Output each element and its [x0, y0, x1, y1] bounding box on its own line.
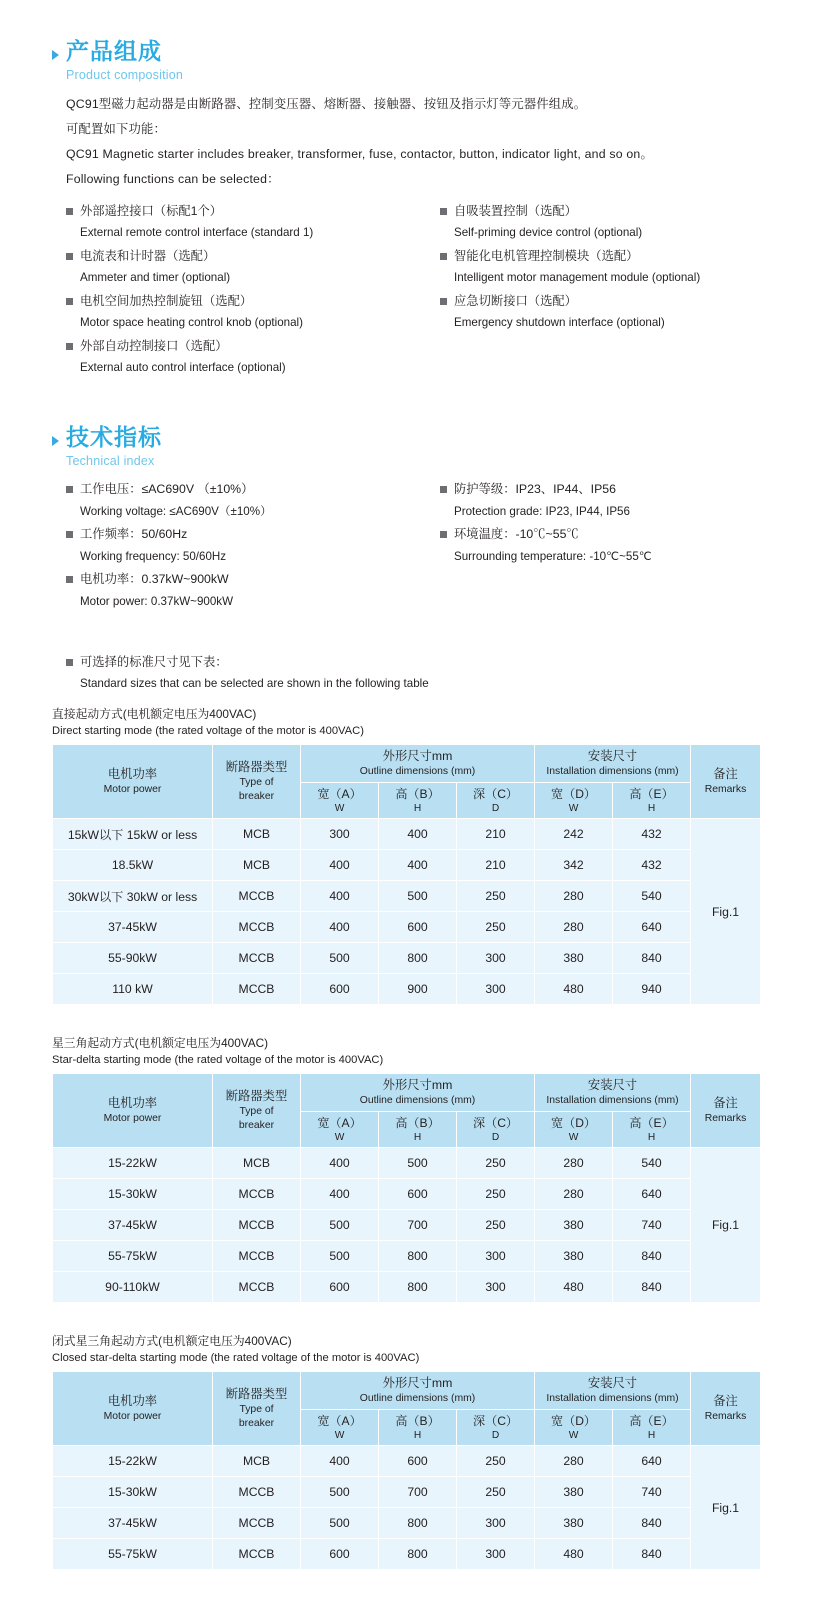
cell-width-a: 500: [301, 943, 379, 974]
cell-height-e: 840: [613, 1539, 691, 1570]
cell-motor-power: 37-45kW: [53, 1210, 213, 1241]
cell-width-d: 280: [535, 912, 613, 943]
cell-height-b: 700: [379, 1210, 457, 1241]
feature-label-cn: 电流表和计时器（选配）: [80, 249, 216, 263]
cell-height-b: 800: [379, 1508, 457, 1539]
spec-table: [52, 1073, 761, 1303]
cell-depth-c: 300: [457, 974, 535, 1005]
cell-motor-power: 15-22kW: [53, 1148, 213, 1179]
cell-breaker-type: MCCB: [213, 912, 301, 943]
cell-width-d: 280: [535, 1148, 613, 1179]
subheader-width-d: 宽（D） W: [535, 783, 613, 819]
header-install-cn: 安装尺寸: [587, 749, 638, 763]
list-item: [440, 245, 790, 288]
subheader-width-a: 宽（A） W: [301, 783, 379, 819]
table-block-closed-star-delta: [52, 1333, 790, 1600]
table-row: [53, 1148, 761, 1179]
cell-width-d: 380: [535, 943, 613, 974]
cell-motor-power: 90-110kW: [53, 1272, 213, 1303]
cell-motor-power: 15-30kW: [53, 1477, 213, 1508]
table-caption-cn: 闭式星三角起动方式(电机额定电压为400VAC): [52, 1334, 292, 1348]
feature-label-cn: 应急切断接口（选配）: [454, 294, 577, 308]
feature-label-en: Ammeter and timer (optional): [80, 271, 231, 284]
cell-depth-c: 300: [457, 1272, 535, 1303]
cell-width-a: 500: [301, 1508, 379, 1539]
table-row: [53, 1477, 761, 1508]
feature-column-left: [66, 200, 428, 380]
header-motor-power: 电机功率 Motor power: [53, 1372, 213, 1446]
table-row: [53, 1272, 761, 1303]
list-item: [440, 523, 790, 567]
cell-breaker-type: MCCB: [213, 1272, 301, 1303]
table-header-row: [53, 745, 761, 783]
tech-label-cn: 工作频率：50/60Hz: [80, 527, 188, 541]
square-bullet-icon: [440, 298, 447, 305]
header-install-dimensions: 安装尺寸 Installation dimensions (mm): [535, 1372, 691, 1410]
cell-height-e: 640: [613, 1446, 691, 1477]
tech-label-en: Protection grade: IP23, IP44, IP56: [454, 505, 630, 518]
tech-label-cn: 环境温度：-10℃~55℃: [454, 527, 579, 541]
table-block-star-delta: [52, 1035, 790, 1303]
cell-motor-power: 37-45kW: [53, 912, 213, 943]
cell-height-b: 800: [379, 1539, 457, 1570]
cell-depth-c: 250: [457, 1148, 535, 1179]
subheader-height-e: 高（E） H: [613, 783, 691, 819]
cell-width-a: 500: [301, 1241, 379, 1272]
feature-label-cn: 外部遥控接口（标配1个）: [80, 204, 223, 218]
list-item: [440, 290, 790, 333]
cell-depth-c: 210: [457, 819, 535, 850]
cell-breaker-type: MCB: [213, 1148, 301, 1179]
cell-breaker-type: MCB: [213, 1446, 301, 1477]
header-outline-en: Outline dimensions (mm): [359, 766, 476, 777]
tech-label-cn: 电机功率：0.37kW~900kW: [80, 572, 229, 586]
cell-width-d: 380: [535, 1477, 613, 1508]
cell-height-b: 900: [379, 974, 457, 1005]
list-item: [66, 478, 428, 522]
square-bullet-icon: [66, 253, 73, 260]
header-motor-power: 电机功率 Motor power: [53, 1074, 213, 1148]
cell-height-e: 840: [613, 1272, 691, 1303]
cell-remarks: Fig.1: [691, 1148, 761, 1303]
list-item: [440, 478, 790, 522]
cell-width-a: 300: [301, 819, 379, 850]
feature-label-cn: 智能化电机管理控制模块（选配）: [454, 249, 639, 263]
cell-motor-power: 55-75kW: [53, 1539, 213, 1570]
feature-label-en: Motor space heating control knob (optional): [80, 316, 303, 329]
feature-label-en: Self-priming device control (optional): [454, 226, 643, 239]
cell-width-a: 400: [301, 1179, 379, 1210]
cell-breaker-type: MCCB: [213, 881, 301, 912]
cell-breaker-type: MCCB: [213, 1179, 301, 1210]
cell-motor-power: 30kW以下 30kW or less: [53, 881, 213, 912]
square-bullet-icon: [440, 486, 447, 493]
cell-remarks: Fig.1: [691, 1446, 761, 1570]
subheader-depth-c: 深（C） D: [457, 1410, 535, 1446]
cell-height-b: 700: [379, 1477, 457, 1508]
technical-index-heading: [52, 422, 790, 452]
square-bullet-icon: [66, 531, 73, 538]
header-remarks-en: Remarks: [704, 784, 747, 795]
square-bullet-icon: [440, 531, 447, 538]
cell-depth-c: 250: [457, 912, 535, 943]
section-title-en: Technical index: [66, 454, 155, 468]
note-label-cn: 可选择的标准尺寸见下表：: [80, 655, 228, 669]
header-outline-dimensions: [301, 745, 535, 783]
cell-motor-power: 15-30kW: [53, 1179, 213, 1210]
cell-breaker-type: MCB: [213, 819, 301, 850]
feature-label-en: External auto control interface (optional): [80, 361, 286, 374]
cell-depth-c: 250: [457, 1446, 535, 1477]
cell-height-b: 600: [379, 912, 457, 943]
cell-width-d: 480: [535, 1539, 613, 1570]
header-outline-cn: 外形尺寸mm: [382, 749, 453, 763]
cell-height-b: 500: [379, 881, 457, 912]
cell-height-b: 400: [379, 850, 457, 881]
cell-width-d: 380: [535, 1210, 613, 1241]
header-remarks: 备注 Remarks: [691, 1372, 761, 1446]
spec-table: [52, 1371, 761, 1570]
header-install-en: Installation dimensions (mm): [546, 766, 679, 777]
header-breaker-type: 断路器类型 Type of breaker: [213, 1372, 301, 1446]
cell-breaker-type: MCCB: [213, 1508, 301, 1539]
cell-depth-c: 300: [457, 1241, 535, 1272]
header-motor-power-en: Motor power: [103, 784, 162, 795]
square-bullet-icon: [66, 298, 73, 305]
cell-width-a: 400: [301, 881, 379, 912]
cell-height-b: 400: [379, 819, 457, 850]
cell-width-a: 400: [301, 1446, 379, 1477]
header-outline-dimensions: 外形尺寸mm Outline dimensions (mm): [301, 1372, 535, 1410]
cell-motor-power: 37-45kW: [53, 1508, 213, 1539]
square-bullet-icon: [66, 486, 73, 493]
cell-motor-power: 55-75kW: [53, 1241, 213, 1272]
subheader-height-b: 高（B） H: [379, 1410, 457, 1446]
cell-depth-c: 250: [457, 1210, 535, 1241]
table-row: [53, 819, 761, 850]
cell-height-b: 800: [379, 943, 457, 974]
subheader-width-d: 宽（D） W: [535, 1112, 613, 1148]
cell-width-d: 480: [535, 974, 613, 1005]
table-caption-cn: 星三角起动方式(电机额定电压为400VAC): [52, 1036, 269, 1050]
cell-height-e: 432: [613, 819, 691, 850]
cell-breaker-type: MCCB: [213, 1539, 301, 1570]
cell-width-d: 380: [535, 1241, 613, 1272]
list-item: [66, 523, 428, 567]
cell-depth-c: 250: [457, 1179, 535, 1210]
square-bullet-icon: [66, 343, 73, 350]
tech-label-cn: 工作电压：≤AC690V （±10%）: [80, 482, 254, 496]
header-remarks: 备注 Remarks: [691, 1074, 761, 1148]
cell-width-d: 480: [535, 1272, 613, 1303]
table-row: [53, 1210, 761, 1241]
feature-list: [66, 200, 790, 380]
table-row: [53, 912, 761, 943]
list-item: [66, 200, 428, 243]
cell-height-e: 432: [613, 850, 691, 881]
cell-motor-power: 110 kW: [53, 974, 213, 1005]
triangle-bullet-icon: [52, 436, 59, 446]
product-paragraph-en-1: QC91 Magnetic starter includes breaker, transformer, fuse, contactor, button, indicator light, and so on。: [66, 147, 653, 161]
table-caption-en: Direct starting mode (the rated voltage of the motor is 400VAC): [52, 725, 364, 737]
technical-column-right: [428, 478, 790, 613]
cell-motor-power: 18.5kW: [53, 850, 213, 881]
feature-label-cn: 电机空间加热控制旋钮（选配）: [80, 294, 253, 308]
header-motor-power-cn: 电机功率: [107, 767, 158, 781]
technical-list: [66, 478, 790, 613]
cell-height-b: 600: [379, 1446, 457, 1477]
section-title-cn: 技术指标: [66, 424, 162, 450]
cell-motor-power: 15kW以下 15kW or less: [53, 819, 213, 850]
list-item: [66, 245, 428, 288]
cell-height-e: 840: [613, 1241, 691, 1272]
header-outline-dimensions: 外形尺寸mm Outline dimensions (mm): [301, 1074, 535, 1112]
cell-motor-power: 15-22kW: [53, 1446, 213, 1477]
cell-width-a: 600: [301, 1272, 379, 1303]
list-item: [66, 568, 428, 612]
header-install-dimensions: [535, 745, 691, 783]
cell-width-a: 400: [301, 1148, 379, 1179]
table-caption-cn: 直接起动方式(电机额定电压为400VAC): [52, 707, 257, 721]
feature-label-en: Emergency shutdown interface (optional): [454, 316, 665, 329]
section-title-cn: 产品组成: [66, 38, 162, 64]
cell-height-e: 540: [613, 1148, 691, 1179]
subheader-width-a: 宽（A） W: [301, 1410, 379, 1446]
cell-breaker-type: MCCB: [213, 1210, 301, 1241]
square-bullet-icon: [66, 576, 73, 583]
cell-width-d: 342: [535, 850, 613, 881]
table-row: [53, 1179, 761, 1210]
cell-width-d: 280: [535, 1179, 613, 1210]
header-motor-power: [53, 745, 213, 819]
header-breaker-type: [213, 745, 301, 819]
cell-depth-c: 300: [457, 1508, 535, 1539]
tech-label-en: Working voltage: ≤AC690V（±10%）: [80, 505, 272, 518]
standard-sizes-note: [66, 651, 830, 694]
subheader-width-d: 宽（D） W: [535, 1410, 613, 1446]
cell-width-d: 242: [535, 819, 613, 850]
cell-width-d: 280: [535, 881, 613, 912]
cell-height-e: 740: [613, 1477, 691, 1508]
square-bullet-icon: [440, 253, 447, 260]
tech-label-en: Motor power: 0.37kW~900kW: [80, 595, 234, 608]
cell-depth-c: 210: [457, 850, 535, 881]
cell-depth-c: 300: [457, 1539, 535, 1570]
cell-width-d: 280: [535, 1446, 613, 1477]
cell-motor-power: 55-90kW: [53, 943, 213, 974]
section-title-en: Product composition: [66, 68, 184, 82]
subheader-depth-c: 深（C） D: [457, 783, 535, 819]
table-row: [53, 1241, 761, 1272]
cell-breaker-type: MCB: [213, 850, 301, 881]
cell-breaker-type: MCCB: [213, 943, 301, 974]
product-paragraph-en-2: Following functions can be selected：: [66, 172, 280, 186]
header-breaker-en-1: Type of: [239, 777, 274, 788]
table-block-direct-start: [52, 706, 790, 1005]
tech-label-cn: 防护等级：IP23、IP44、IP56: [454, 482, 616, 496]
table-row: [53, 1539, 761, 1570]
cell-height-e: 740: [613, 1210, 691, 1241]
subheader-depth-c: 深（C） D: [457, 1112, 535, 1148]
note-label-en: Standard sizes that can be selected are shown in the following table: [80, 677, 429, 690]
cell-width-a: 400: [301, 912, 379, 943]
cell-width-a: 400: [301, 850, 379, 881]
feature-label-cn: 自吸装置控制（选配）: [454, 204, 577, 218]
subheader-width-a: 宽（A） W: [301, 1112, 379, 1148]
cell-depth-c: 300: [457, 943, 535, 974]
table-row: [53, 1508, 761, 1539]
subheader-height-b: 高（B） H: [379, 783, 457, 819]
feature-column-right: [428, 200, 790, 380]
table-row: [53, 943, 761, 974]
cell-height-e: 840: [613, 943, 691, 974]
square-bullet-icon: [66, 208, 73, 215]
table-row: [53, 850, 761, 881]
product-composition-heading: [52, 36, 790, 66]
cell-breaker-type: MCCB: [213, 1477, 301, 1508]
table-row: [53, 1446, 761, 1477]
product-paragraph-cn-2: 可配置如下功能：: [66, 122, 166, 136]
feature-label-en: Intelligent motor management module (optional): [454, 271, 701, 284]
header-install-dimensions: 安装尺寸 Installation dimensions (mm): [535, 1074, 691, 1112]
feature-label-en: External remote control interface (standard 1): [80, 226, 314, 239]
list-item: [66, 290, 428, 333]
square-bullet-icon: [66, 659, 73, 666]
cell-breaker-type: MCCB: [213, 1241, 301, 1272]
subheader-height-e: 高（E） H: [613, 1410, 691, 1446]
cell-height-e: 640: [613, 912, 691, 943]
section-product-composition: [52, 0, 790, 380]
feature-label-cn: 外部自动控制接口（选配）: [80, 339, 228, 353]
cell-height-b: 600: [379, 1179, 457, 1210]
header-breaker-cn: 断路器类型: [225, 760, 288, 774]
header-remarks: [691, 745, 761, 819]
cell-height-e: 840: [613, 1508, 691, 1539]
cell-depth-c: 250: [457, 881, 535, 912]
subheader-height-b: 高（B） H: [379, 1112, 457, 1148]
table-row: [53, 974, 761, 1005]
subheader-height-e: 高（E） H: [613, 1112, 691, 1148]
technical-column-left: [66, 478, 428, 613]
product-paragraph-cn-1: QC91型磁力起动器是由断路器、控制变压器、熔断器、接触器、按钮及指示灯等元器件组成。: [66, 97, 587, 111]
cell-depth-c: 250: [457, 1477, 535, 1508]
table-row: [53, 881, 761, 912]
header-breaker-type: 断路器类型 Type of breaker: [213, 1074, 301, 1148]
list-item: [66, 335, 428, 378]
cell-height-e: 940: [613, 974, 691, 1005]
cell-height-b: 500: [379, 1148, 457, 1179]
cell-height-b: 800: [379, 1272, 457, 1303]
header-breaker-en-2: breaker: [238, 791, 275, 802]
cell-width-a: 500: [301, 1477, 379, 1508]
square-bullet-icon: [440, 208, 447, 215]
cell-height-e: 540: [613, 881, 691, 912]
cell-width-a: 500: [301, 1210, 379, 1241]
cell-height-e: 640: [613, 1179, 691, 1210]
tech-label-en: Working frequency: 50/60Hz: [80, 550, 227, 563]
triangle-bullet-icon: [52, 50, 59, 60]
spec-table: [52, 744, 761, 1005]
cell-width-d: 380: [535, 1508, 613, 1539]
table-caption-en: Closed star-delta starting mode (the rated voltage of the motor is 400VAC): [52, 1352, 420, 1364]
table-header-row: [53, 1074, 761, 1112]
cell-width-a: 600: [301, 1539, 379, 1570]
list-item: [440, 200, 790, 243]
cell-height-b: 800: [379, 1241, 457, 1272]
table-caption-en: Star-delta starting mode (the rated voltage of the motor is 400VAC): [52, 1054, 384, 1066]
cell-width-a: 600: [301, 974, 379, 1005]
table-header-row: [53, 1372, 761, 1410]
tech-label-en: Surrounding temperature: -10℃~55℃: [454, 550, 652, 563]
cell-remarks: Fig.1: [691, 819, 761, 1005]
cell-breaker-type: MCCB: [213, 974, 301, 1005]
section-technical-index: [52, 422, 790, 613]
header-remarks-cn: 备注: [713, 767, 738, 781]
